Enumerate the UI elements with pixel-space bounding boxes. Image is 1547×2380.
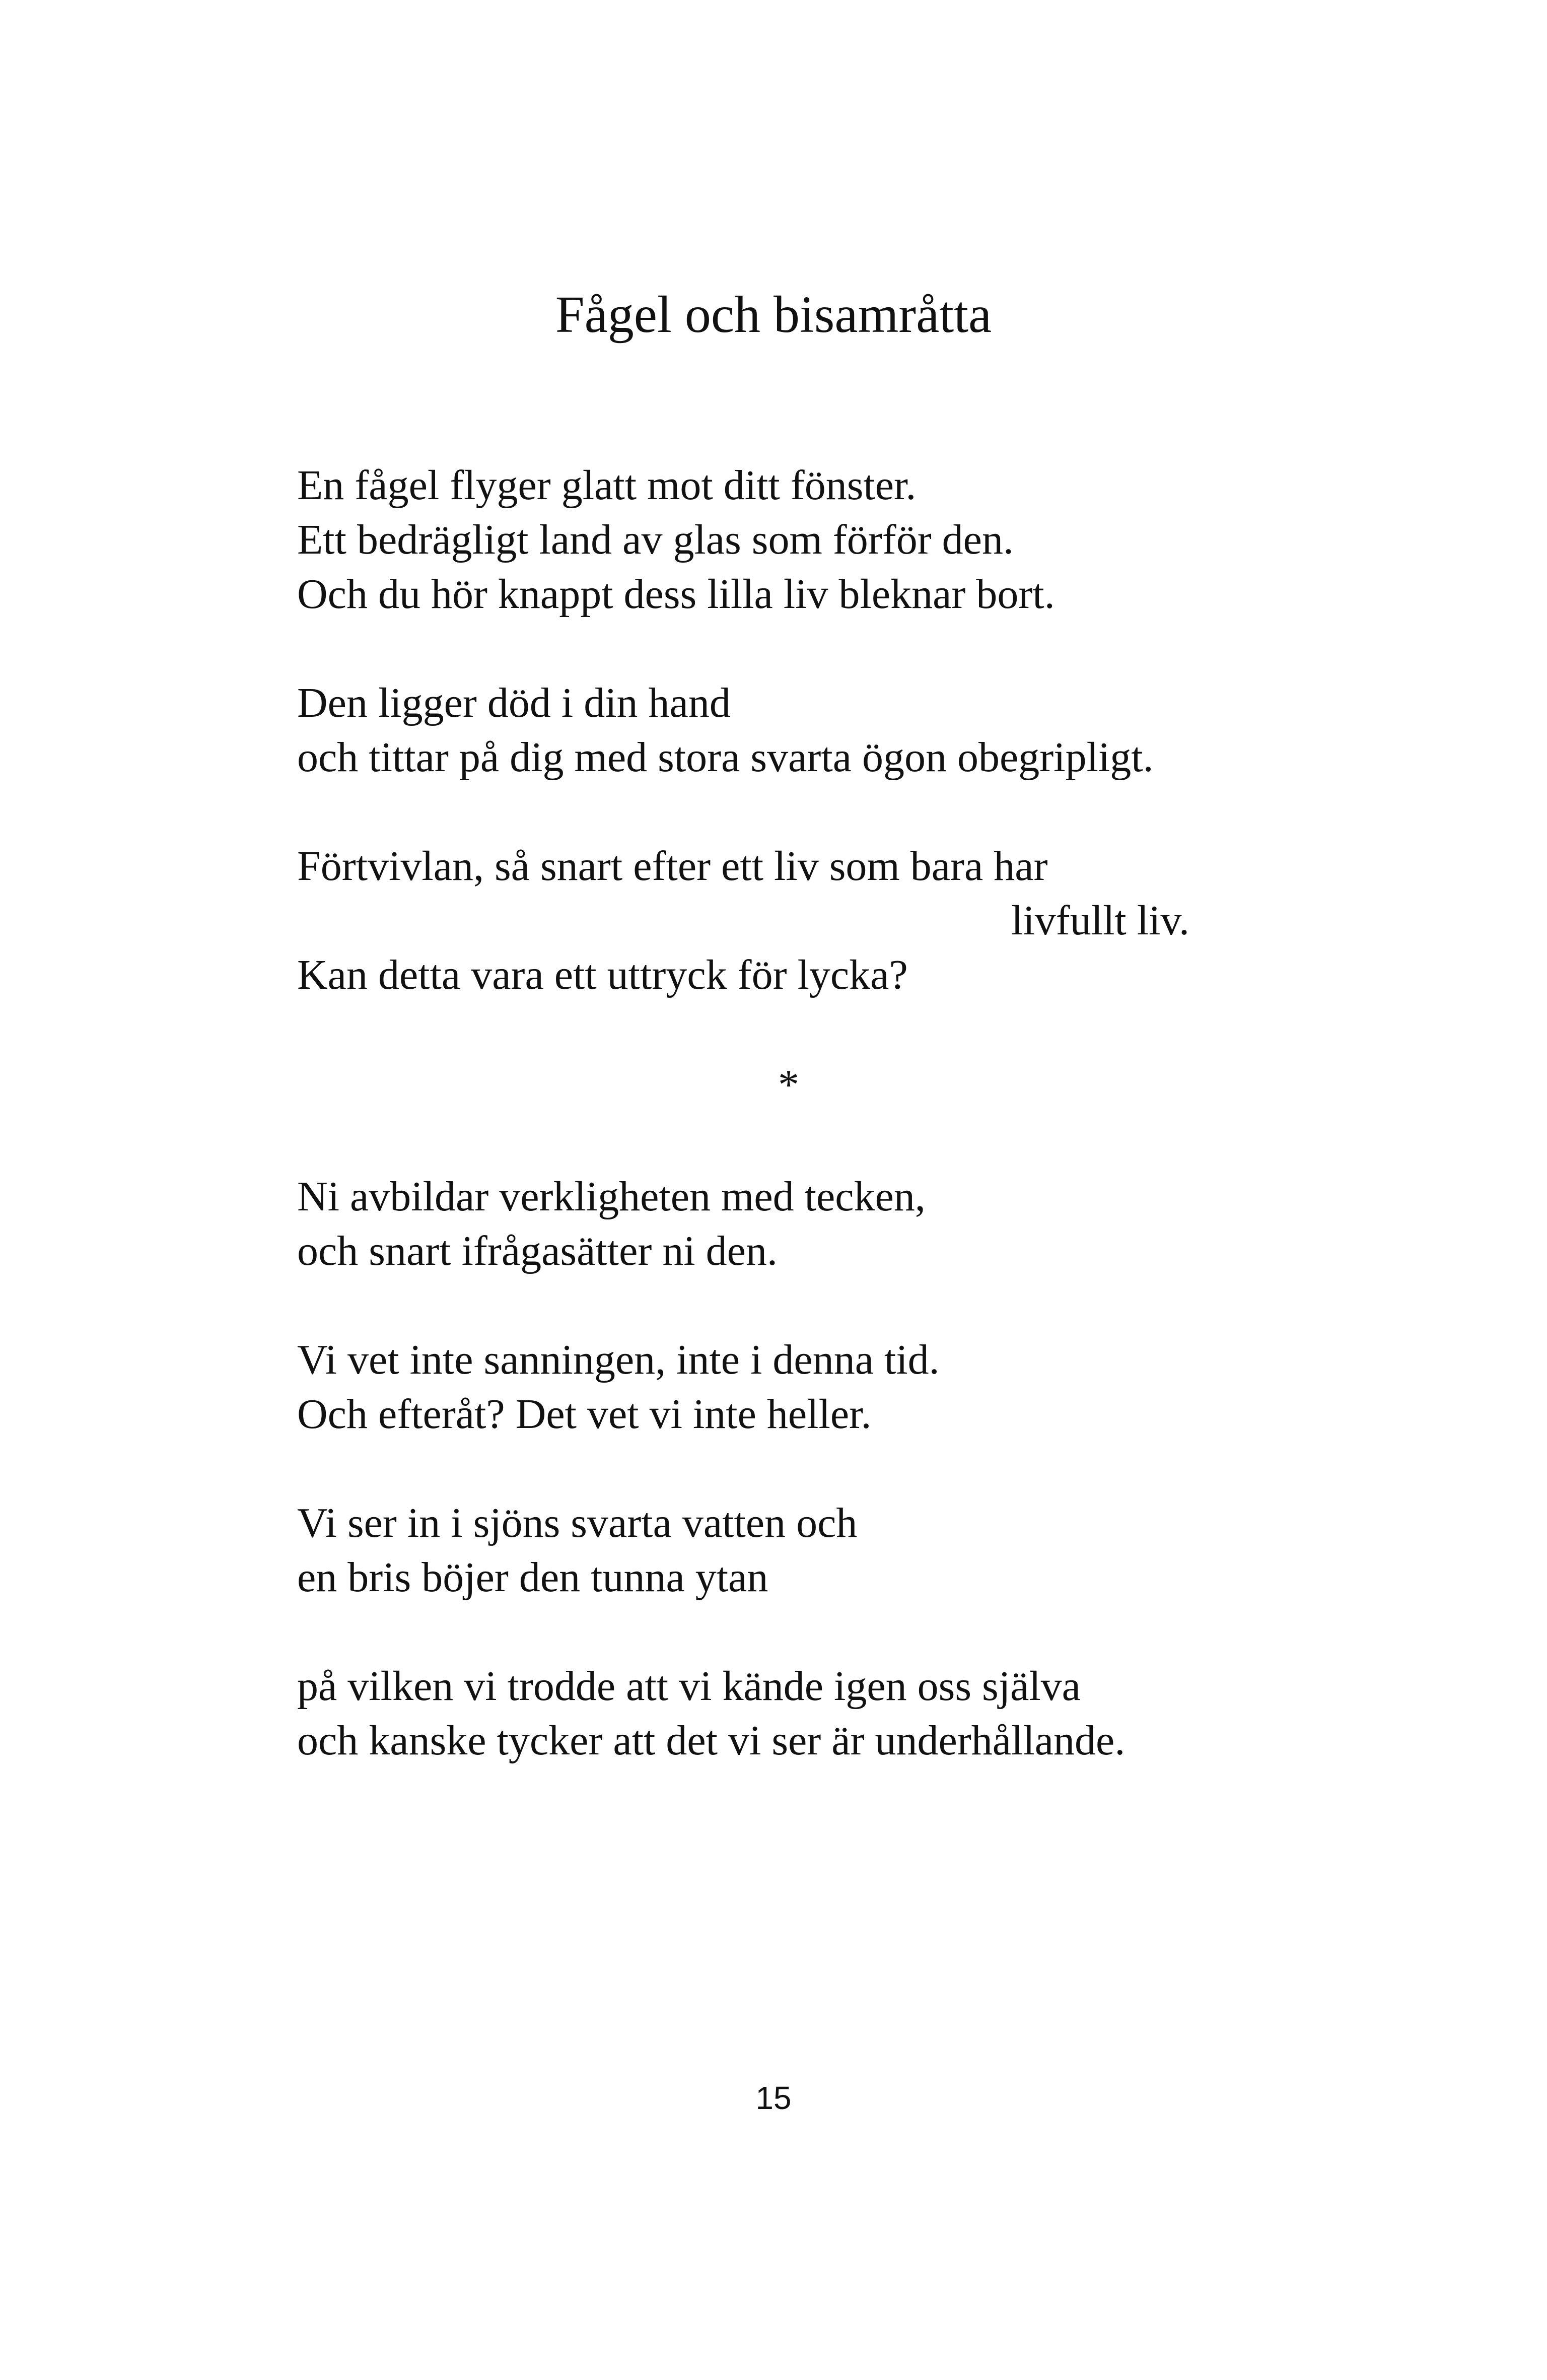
poem-line: Förtvivlan, så snart efter ett liv som bara har: [297, 843, 1048, 890]
poem-line: Ni avbildar verkligheten med tecken,: [297, 1173, 926, 1220]
stanza-gap: [297, 622, 1204, 676]
page-number: 15: [755, 2080, 792, 2116]
poem-line: Kan detta vara ett uttryck för lycka?: [297, 951, 908, 998]
poem-line: Vi vet inte sanningen, inte i denna tid.: [297, 1336, 940, 1383]
stanza-gap: [297, 1278, 1204, 1333]
stanza-gap: [297, 1605, 1204, 1659]
stanza-gap: [297, 1442, 1204, 1496]
poem-line: Och du hör knappt dess lilla liv bleknar bort.: [297, 571, 1055, 618]
poem-line: Den ligger död i din hand: [297, 679, 731, 726]
stanza-7: [297, 1659, 1204, 1768]
poem-line: och tittar på dig med stora svarta ögon obegripligt.: [297, 734, 1154, 781]
stanza-4: [297, 1170, 1204, 1278]
poem-line-indented: livfullt liv.: [1011, 897, 1189, 944]
poem-line: och snart ifrågasätter ni den.: [297, 1228, 778, 1274]
stanza-6: [297, 1496, 1204, 1605]
poem-line: Vi ser in i sjöns svarta vatten och: [297, 1500, 858, 1546]
poem-line: Och efteråt? Det vet vi inte heller.: [297, 1391, 872, 1438]
stanza-5: [297, 1333, 1204, 1442]
poem-part-1: [297, 458, 1204, 1002]
stanza-1: [297, 458, 1204, 622]
poem-line: en bris böjer den tunna ytan: [297, 1554, 768, 1601]
stanza-3: [297, 839, 1204, 1002]
poem-line: Ett bedrägligt land av glas som förför den.: [297, 516, 1014, 563]
poem-line: En fågel flyger glatt mot ditt fönster.: [297, 462, 917, 509]
stanza-2: [297, 676, 1204, 785]
poem-line: och kanske tycker att det vi ser är underhållande.: [297, 1717, 1126, 1764]
poem-part-2: [297, 1170, 1204, 1768]
section-separator: *: [778, 1061, 799, 1108]
stanza-gap: [297, 785, 1204, 839]
poem-title: Fågel och bisamråtta: [555, 286, 992, 344]
poem-line: på vilken vi trodde att vi kände igen oss själva: [297, 1663, 1081, 1710]
